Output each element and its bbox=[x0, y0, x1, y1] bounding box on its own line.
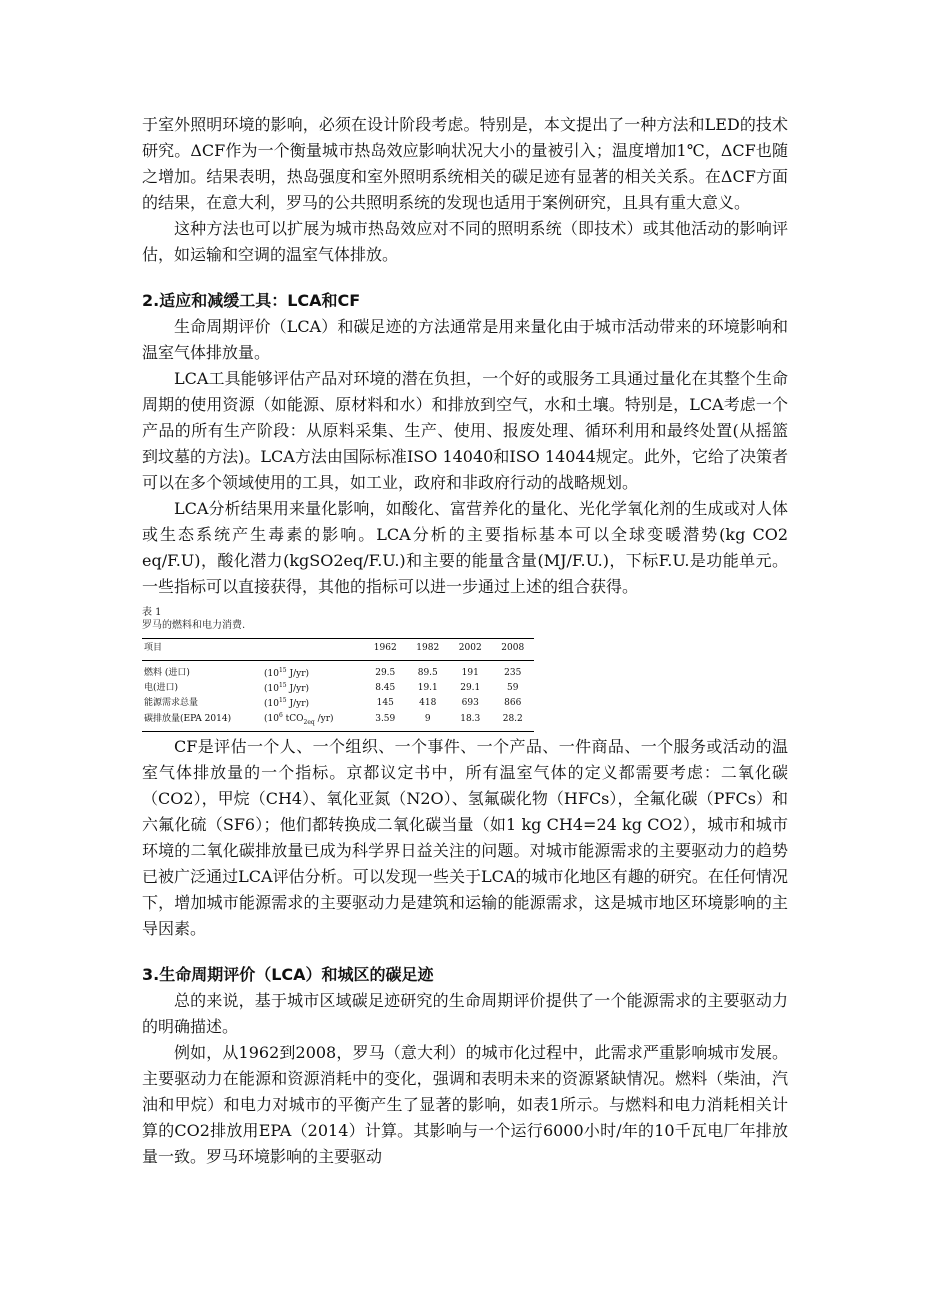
cell-item: 能源需求总量 bbox=[144, 697, 199, 708]
table-1 bbox=[142, 606, 534, 732]
header-2002: 2002 bbox=[458, 643, 482, 653]
cell-unit: ($10^{15}$ J/yr) bbox=[264, 682, 310, 694]
cell-item: 碳排放量(EPA 2014) bbox=[144, 714, 232, 725]
cell-value: 8.45 bbox=[375, 682, 396, 693]
paragraph-8: 例如，从1962到2008，罗马（意大利）的城市化过程中，此需求严重影响城市发展。主要驱动力在能源和资源消耗中的变化，强调和表明未来的资源紧缺情况。燃料（柴油，汽油和甲烷）和电力对城市的平衡产生了显著的影响，如表1所示。与燃料和电力消耗相关计算的CO2排放用EPA（2014）计算。其影响与一个运行6000小时/年的10千瓦电厂年排放量一致。罗马环境影响的主要驱动 bbox=[142, 1042, 788, 1166]
cell-value: 28.2 bbox=[502, 714, 523, 725]
cell-value: 145 bbox=[376, 697, 394, 708]
table-row bbox=[142, 710, 534, 731]
paragraph-2: 这种方法也可以扩展为城市热岛效应对不同的照明系统（即技术）或其他活动的影响评估，如运输和空调的温室气体排放。 bbox=[142, 219, 788, 264]
cell-value: 9 bbox=[424, 714, 431, 725]
header-1982: 1982 bbox=[416, 643, 440, 653]
table-row bbox=[142, 695, 534, 710]
cell-value: 59 bbox=[507, 682, 519, 693]
table-row bbox=[142, 680, 534, 695]
paragraph-5: LCA分析结果用来量化影响，如酸化、富营养化的量化、光化学氧化剂的生成或对人体或生态系统产生毒素的影响。LCA分析的主要指标基本可以全球变暖潜势(kg CO2 eq/F.U)，酸化潜力(kgSO2eq/F.U.)和主要的能量含量(MJ/F.U.)，下标F.U.是功能单元。一些指标可以直接获得，其他的指标可以进一步通过上述的组合获得。 bbox=[142, 499, 788, 596]
section-heading-2: 2.适应和减缓工具：LCA和CF bbox=[142, 291, 361, 310]
table-row bbox=[142, 661, 534, 681]
paragraph-6: CF是评估一个人、一个组织、一个事件、一个产品、一件商品、一个服务或活动的温室气体排放量的一个指标。京都议定书中，所有温室气体的定义都需要考虑：二氧化碳（CO2），甲烷（CH4）、氧化亚氮（N2O）、氢氟碳化物（HFCs），全氟化碳（PFCs）和六氟化硫（SF6）；他们都转换成二氧化碳当量（如1 kg CH4=24 kg CO2），城市和城市环境的二氧化碳排放量已成为科学界日益关注的问题。对城市能源需求的主要驱动力的趋势已被广泛通过LCA评估分析。可以发现一些关于LCA的城市化地区有趣的研究。在任何情况下，增加城市能源需求的主要驱动力是建筑和运输的能源需求，这是城市地区环境影响的主导因素。 bbox=[142, 736, 788, 938]
document-body bbox=[142, 112, 788, 1170]
header-unit bbox=[262, 639, 364, 661]
cell-unit: ($10^6$ tCO$_{2eq}$ /yr) bbox=[264, 712, 334, 726]
cell-item: 电(进口) bbox=[144, 682, 179, 693]
paragraph-4: LCA工具能够评估产品对环境的潜在负担，一个好的或服务工具通过量化在其整个生命周期的使用资源（如能源、原材料和水）和排放到空气，水和土壤。特别是，LCA考虑一个产品的所有生产阶段：从原料采集、生产、使用、报废处理、循环利用和最终处置(从摇篮到坟墓的方法)。LCA方法由国际标准ISO 14040和ISO 14044规定。此外，它给了决策者可以在多个领域使用的工具，如工业，政府和非政府行动的战略规划。 bbox=[142, 369, 788, 492]
cell-unit: ($10^{15}$ J/yr) bbox=[264, 667, 310, 679]
table-caption: 罗马的燃料和电力消费. bbox=[142, 620, 246, 631]
paragraph-1: 于室外照明环境的影响，必须在设计阶段考虑。特别是，本文提出了一种方法和LED的技术研究。ΔCF作为一个衡量城市热岛效应影响状况大小的量被引入；温度增加1℃，ΔCF也随之增加。结果表明，热岛强度和室外照明系统相关的碳足迹有显著的相关关系。在ΔCF方面的结果，在意大利，罗马的公共照明系统的发现也适用于案例研究，且具有重大意义。 bbox=[142, 115, 788, 212]
section-heading-3: 3.生命周期评价（LCA）和城区的碳足迹 bbox=[142, 964, 434, 984]
cell-value: 19.1 bbox=[417, 682, 438, 693]
cell-value: 693 bbox=[461, 697, 479, 708]
cell-value: 29.1 bbox=[460, 682, 481, 693]
cell-unit: ($10^{15}$ J/yr) bbox=[264, 697, 310, 709]
table-header-row bbox=[142, 639, 534, 661]
table-label: 表 1 bbox=[142, 607, 162, 618]
header-2008: 2008 bbox=[501, 643, 525, 653]
cell-value: 29.5 bbox=[375, 667, 396, 678]
cell-value: 866 bbox=[504, 697, 522, 708]
cell-value: 3.59 bbox=[375, 714, 396, 725]
paragraph-3: 生命周期评价（LCA）和碳足迹的方法通常是用来量化由于城市活动带来的环境影响和温室气体排放量。 bbox=[142, 317, 788, 362]
paragraph-7: 总的来说，基于城市区域碳足迹研究的生命周期评价提供了一个能源需求的主要驱动力的明确描述。 bbox=[142, 990, 788, 1036]
header-item: 项目 bbox=[144, 643, 163, 653]
cell-value: 418 bbox=[419, 697, 437, 708]
cell-value: 235 bbox=[504, 667, 522, 678]
header-1962: 1962 bbox=[373, 643, 397, 653]
cell-value: 89.5 bbox=[417, 667, 438, 678]
cell-value: 18.3 bbox=[460, 714, 481, 725]
cell-value: 191 bbox=[461, 667, 479, 678]
fuel-electricity-table bbox=[142, 638, 534, 732]
cell-item: 燃料 (进口) bbox=[144, 667, 190, 678]
